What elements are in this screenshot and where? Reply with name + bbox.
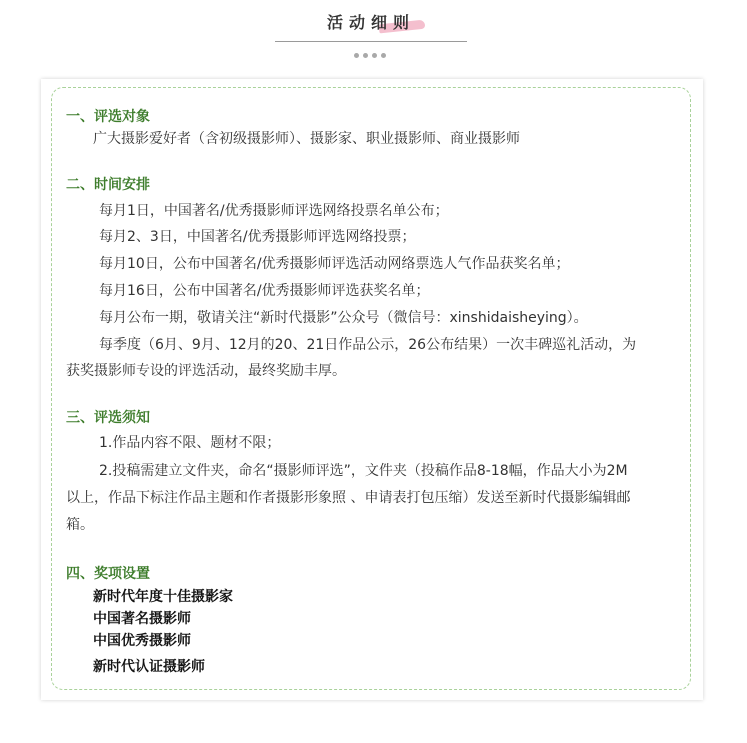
section-title-schedule: 二、时间安排 <box>66 177 150 193</box>
schedule-line-7: 获奖摄影师专设的评选活动，最终奖励丰厚。 <box>66 363 346 379</box>
notice-line-1: 1.作品内容不限、题材不限； <box>99 435 281 451</box>
section-title-notice: 三、评选须知 <box>66 410 150 426</box>
schedule-line-4: 每月16日，公布中国著名/优秀摄影师评选获奖名单； <box>99 283 430 299</box>
award-item-3: 中国优秀摄影师 <box>93 633 191 649</box>
notice-line-2: 2.投稿需建立文件夹，命名“摄影师评选”，文件夹（投稿作品8-18幅，作品大小为2M <box>99 463 628 479</box>
page-title: 活动细则 <box>326 13 415 32</box>
dot-icon <box>354 53 359 58</box>
dot-icon <box>372 53 377 58</box>
section-title-eligibility: 一、评选对象 <box>66 109 150 125</box>
schedule-line-2: 每月2、3日，中国著名/优秀摄影师评选网络投票； <box>99 229 416 245</box>
schedule-line-6: 每季度（6月、9月、12月的20、21日作品公示，26公布结果）一次丰碑巡礼活动，为 <box>99 337 637 353</box>
award-item-1: 新时代年度十佳摄影家 <box>93 589 233 605</box>
notice-line-3: 以上，作品下标注作品主题和作者摄影形象照 、申请表打包压缩）发送至新时代摄影编辑邮 <box>66 490 631 506</box>
dot-icon <box>363 53 368 58</box>
schedule-line-3: 每月10日，公布中国著名/优秀摄影师评选活动网络票选人气作品获奖名单； <box>99 256 570 272</box>
notice-line-4: 箱。 <box>66 517 94 533</box>
schedule-line-5: 每月公布一期，敬请关注“新时代摄影”公众号（微信号：xinshidaisheying）。 <box>99 310 588 326</box>
title-block <box>275 8 467 38</box>
schedule-line-1: 每月1日，中国著名/优秀摄影师评选网络投票名单公布； <box>99 203 449 219</box>
title-underline <box>275 41 467 42</box>
section-title-awards: 四、奖项设置 <box>66 566 150 582</box>
award-item-4: 新时代认证摄影师 <box>93 659 205 675</box>
dot-icon <box>381 53 386 58</box>
header <box>0 0 747 70</box>
rules-card <box>41 79 703 700</box>
award-item-2: 中国著名摄影师 <box>93 611 191 627</box>
dots-decoration <box>354 53 386 58</box>
eligibility-text: 广大摄影爱好者（含初级摄影师）、摄影家、职业摄影师、商业摄影师 <box>93 131 520 147</box>
